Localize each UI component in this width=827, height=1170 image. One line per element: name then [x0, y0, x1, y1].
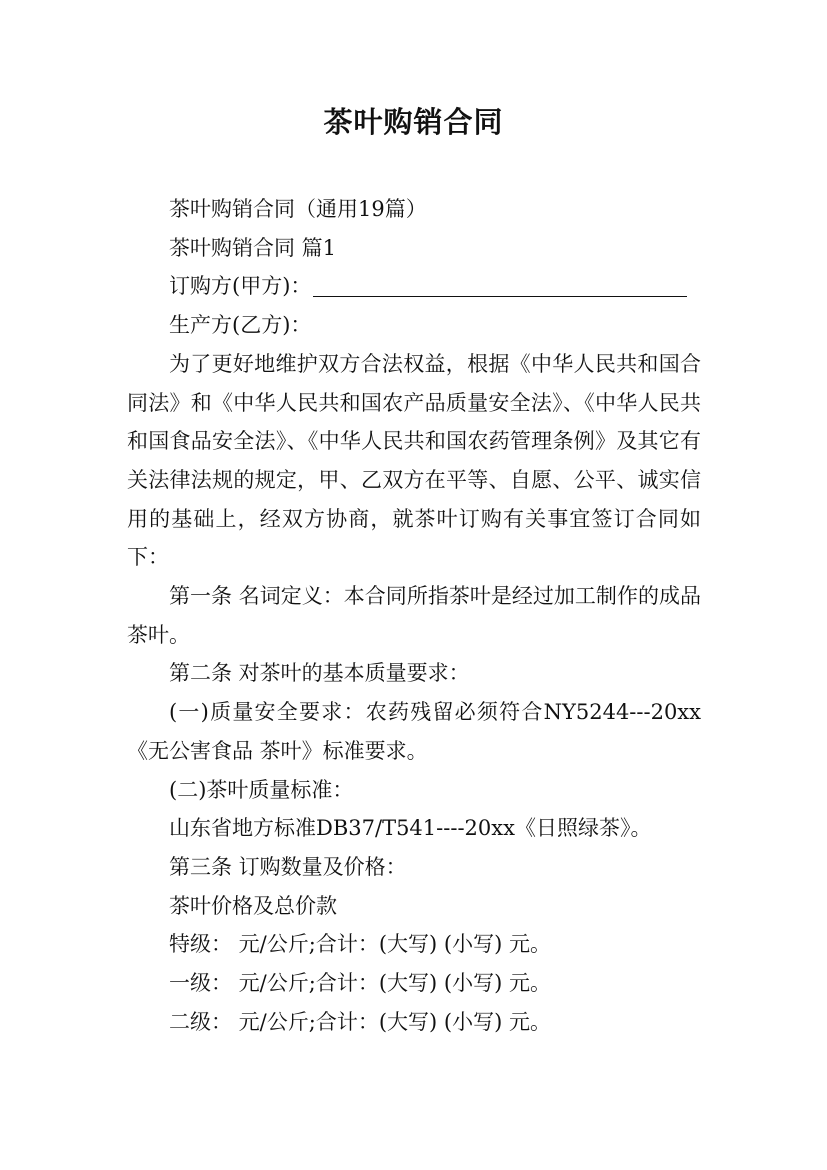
buyer-blank-line [313, 272, 687, 297]
paragraph-producer: 生产方(乙方)： [169, 313, 312, 338]
document-title: 茶叶购销合同 [323, 105, 504, 139]
paragraph-subtitle: 茶叶购销合同（通用19篇） [169, 197, 427, 221]
document-body [127, 190, 701, 1041]
paragraph-preamble: 为了更好地维护双方合法权益，根据《中华人民共和国合同法》和《中华人民共和国农产品质量安全法》、《中华人民共和国食品安全法》、《中华人民共和国农药管理条例》及其它有关法律法规的规定，甲、乙双方在平等、自愿、公平、诚实信用的基础上，经双方协商，就茶叶订购有关事宜签订合同如下： [127, 351, 701, 570]
paragraph-buyer [127, 267, 701, 306]
paragraph-article-2-item-1: (一)质量安全要求：农药残留必须符合NY5244---20xx《无公害食品 茶叶》标准要求。 [127, 700, 701, 763]
buyer-label: 订购方(甲方)： [169, 274, 312, 299]
paragraph-price-heading: 茶叶价格及总价款 [169, 893, 337, 918]
paragraph-article-2-item-2: (二)茶叶质量标准： [169, 777, 354, 802]
paragraph-article-1: 第一条 名词定义：本合同所指茶叶是经过加工制作的成品茶叶。 [127, 584, 701, 647]
paragraph-article-3: 第三条 订购数量及价格： [169, 854, 407, 879]
paragraph-standard: 山东省地方标准DB37/T541----20xx《日照绿茶》。 [169, 816, 652, 841]
paragraph-price-grade-2: 二级： 元/公斤;合计：(大写) (小写) 元。 [169, 1009, 551, 1034]
paragraph-article-2: 第二条 对茶叶的基本质量要求： [169, 661, 470, 686]
paragraph-price-grade-1: 一级： 元/公斤;合计：(大写) (小写) 元。 [169, 971, 551, 996]
paragraph-section-heading: 茶叶购销合同 篇1 [169, 235, 337, 260]
paragraph-price-special: 特级： 元/公斤;合计：(大写) (小写) 元。 [169, 932, 551, 957]
